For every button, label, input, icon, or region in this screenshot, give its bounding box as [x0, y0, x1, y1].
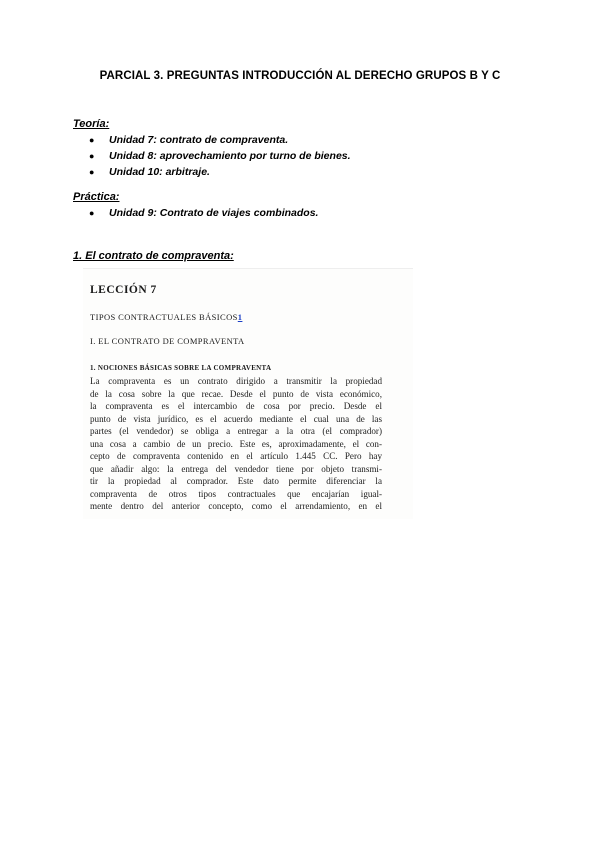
list-item: ● Unidad 7: contrato de compraventa.: [73, 132, 351, 148]
chapter-title-text: TIPOS CONTRACTUALES BÁSICOS: [90, 312, 238, 322]
question-heading: 1. El contrato de compraventa:: [73, 250, 234, 262]
paragraph-line: partes (el vendedor) se obliga a entregar a la otra (el comprador): [90, 426, 382, 436]
paragraph-line: cepto de compraventa contenido en el artículo 1.445 CC. Pero hay: [90, 451, 382, 461]
paragraph-line: la compraventa es el intercambio de cosa por precio. Desde el: [90, 401, 382, 411]
paragraph-line: tir la propiedad al comprador. Este dato permite diferenciar la: [90, 476, 382, 486]
list-item: ● Unidad 8: aprovechamiento por turno de bienes.: [73, 148, 351, 164]
practica-heading: Práctica:: [73, 191, 120, 203]
section-title: I. EL CONTRATO DE COMPRAVENTA: [90, 336, 245, 346]
paragraph-line: compraventa de otros tipos contractuales que encajarían igual-: [90, 488, 382, 499]
paragraph-line: mente dentro del anterior concepto, como el arrendamiento, en el: [90, 501, 382, 511]
paragraph-line: que añadir algo: la entrega del vendedor tiene por objeto transmi-: [90, 463, 382, 474]
paragraph-line: punto de vista jurídico, es el acuerdo mediante el cual una de las: [90, 413, 382, 424]
leccion-title: LECCIÓN 7: [90, 284, 157, 296]
chapter-title: [90, 312, 242, 322]
paragraph: [90, 375, 382, 513]
practica-list: [73, 205, 318, 221]
paragraph-line: de la cosa sobre la que recae. Desde el punto de vista económico,: [90, 388, 382, 399]
list-item: ● Unidad 9: Contrato de viajes combinados.: [73, 205, 318, 221]
paragraph-line: una cosa a cambio de un precio. Este es, aproximadamente, el con-: [90, 438, 382, 449]
list-item: ● Unidad 10: arbitraje.: [73, 164, 351, 180]
teoria-heading: Teoría:: [73, 118, 110, 130]
subsection-title: 1. NOCIONES BÁSICAS SOBRE LA COMPRAVENTA: [90, 364, 272, 372]
teoria-list: [73, 132, 351, 180]
paragraph-line: La compraventa es un contrato dirigido a transmitir la propiedad: [90, 376, 382, 386]
footnote-link[interactable]: 1: [237, 312, 243, 322]
document-title: PARCIAL 3. PREGUNTAS INTRODUCCIÓN AL DERECHO GRUPOS B Y C: [99, 70, 501, 82]
scanned-textbook-excerpt: [83, 268, 413, 519]
